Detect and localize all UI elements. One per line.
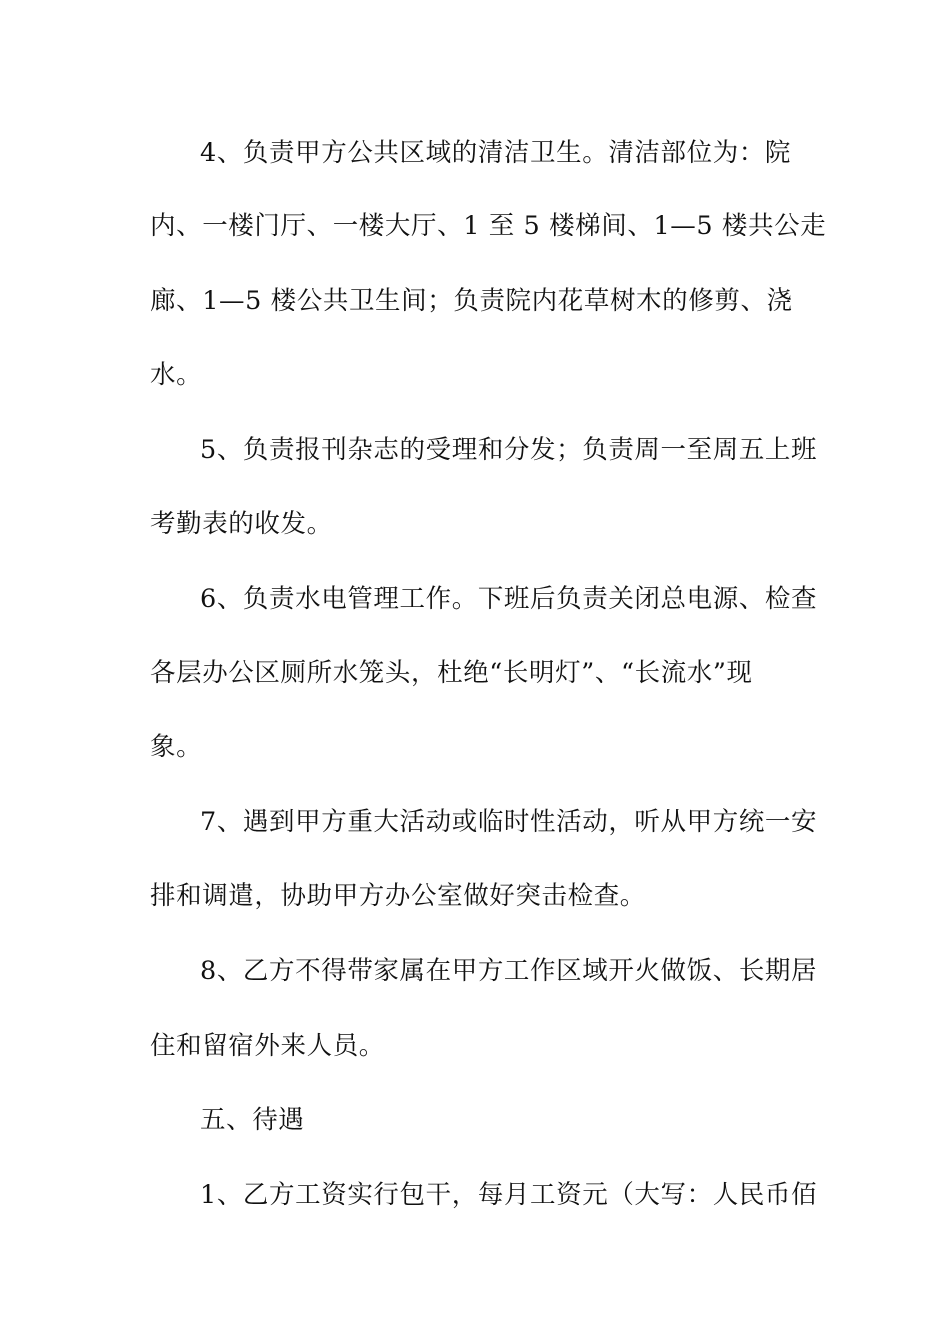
text-line: 7、遇到甲方重大活动或临时性活动，听从甲方统一安 [200, 807, 818, 837]
text-line: 象。 [150, 732, 203, 762]
text-line: 廊、1—5 楼公共卫生间；负责院内花草树木的修剪、浇 [150, 286, 793, 316]
text-line: 8、乙方不得带家属在甲方工作区域开火做饭、长期居 [200, 956, 818, 986]
text-line: 住和留宿外来人员。 [150, 1031, 385, 1061]
text-line: 内、一楼门厅、一楼大厅、1 至 5 楼梯间、1—5 楼共公走 [150, 211, 827, 241]
text-line: 1、乙方工资实行包干，每月工资元（大写：人民币佰 [200, 1180, 818, 1210]
text-line: 6、负责水电管理工作。下班后负责关闭总电源、检查 [200, 584, 818, 614]
text-line: 排和调遣，协助甲方办公室做好突击检查。 [150, 881, 646, 911]
text-line: 5、负责报刊杂志的受理和分发；负责周一至周五上班 [200, 435, 818, 465]
text-line: 4、负责甲方公共区域的清洁卫生。清洁部位为：院 [200, 138, 792, 168]
section-heading: 五、待遇 [200, 1105, 305, 1135]
text-line: 各层办公区厕所水笼头，杜绝“长明灯”、“长流水”现 [150, 658, 753, 688]
text-line: 考勤表的收发。 [150, 509, 333, 539]
text-line: 水。 [150, 360, 203, 390]
